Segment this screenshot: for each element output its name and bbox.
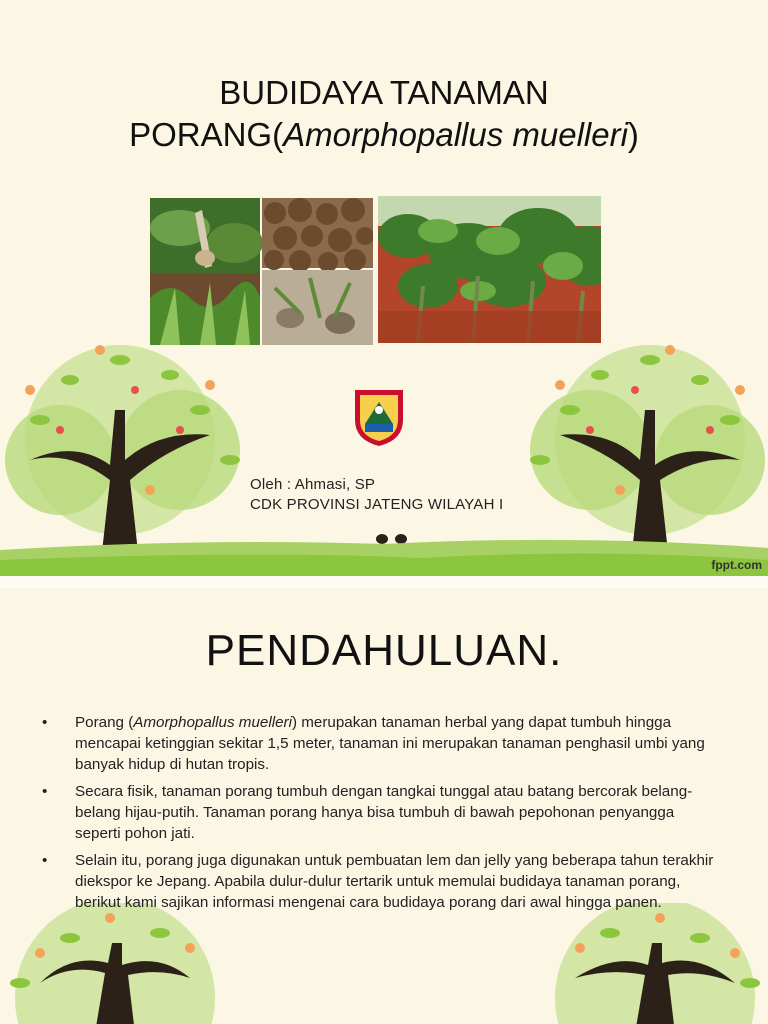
- author-text: Oleh : Ahmasi, SP: [250, 476, 376, 493]
- title-line-1: BUDIDAYA TANAMAN: [219, 74, 549, 111]
- organization-text: CDK PROVINSI JATENG WILAYAH I: [250, 496, 504, 513]
- scientific-name: Amorphopallus muelleri: [283, 116, 628, 153]
- fppt-watermark: fppt.com: [711, 558, 762, 572]
- bullet-icon: •: [42, 852, 48, 869]
- scientific-name: Amorphopallus muelleri: [133, 714, 292, 731]
- slide-separator: [0, 576, 768, 588]
- bullet-icon: •: [42, 783, 48, 800]
- intro-bullet-list: [42, 712, 722, 919]
- title-line-2: PORANG(Amorphopallus muelleri): [129, 116, 639, 153]
- porang-field-photo: [378, 196, 601, 343]
- decorative-tree-bottom-left: [0, 903, 230, 1024]
- decorative-tree-bottom-right: [540, 903, 768, 1024]
- section-title: PENDAHULUAN.: [205, 626, 563, 675]
- field-photo-image: [378, 196, 601, 343]
- jateng-emblem-logo: [351, 386, 407, 448]
- slide-title: [0, 72, 768, 156]
- list-item: • Selain itu, porang juga digunakan untuk pembuatan lem dan jelly yang beberapa tahun terakhir diekspor ke Jepang. Apabila dulur-dulur tertarik untuk memulai budidaya tanaman porang, berikut kami sajikan informasi mengenai cara budidaya porang dari awal hingga panen.: [42, 852, 714, 911]
- photo-collage-image: [150, 198, 373, 345]
- intro-slide: [0, 588, 768, 1024]
- list-item: • Secara fisik, tanaman porang tumbuh dengan tangkai tunggal atau batang bercorak belang-belang hijau-putih. Tanaman porang hanya bisa tumbuh di bawah pepohonan penyangga seperti pohon jati.: [42, 783, 693, 842]
- porang-photo-collage: [150, 198, 373, 345]
- grass-ground: [0, 530, 768, 576]
- list-item: • Porang (Amorphopallus muelleri) merupakan tanaman herbal yang dapat tumbuh hingga mencapai ketinggian sekitar 1,5 meter, tanaman ini merupakan tanaman penghasil umbi yang banyak hidup di hutan tropis.: [42, 714, 705, 773]
- bullet-icon: •: [42, 714, 48, 731]
